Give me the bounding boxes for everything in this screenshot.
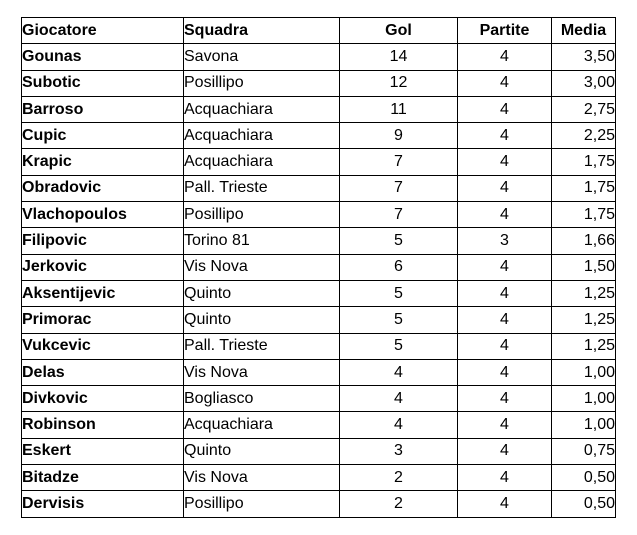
cell-player: Robinson bbox=[22, 412, 184, 438]
table-row bbox=[22, 280, 616, 306]
header-player: Giocatore bbox=[22, 18, 184, 44]
cell-average: 2,75 bbox=[552, 96, 616, 122]
header-team: Squadra bbox=[184, 18, 340, 44]
cell-games: 4 bbox=[458, 386, 552, 412]
cell-goals: 3 bbox=[340, 438, 458, 464]
cell-goals: 11 bbox=[340, 96, 458, 122]
cell-games: 4 bbox=[458, 438, 552, 464]
cell-games: 4 bbox=[458, 333, 552, 359]
table-row bbox=[22, 202, 616, 228]
cell-average: 1,00 bbox=[552, 386, 616, 412]
cell-average: 0,50 bbox=[552, 491, 616, 517]
cell-games: 4 bbox=[458, 70, 552, 96]
cell-team: Vis Nova bbox=[184, 359, 340, 385]
cell-goals: 2 bbox=[340, 465, 458, 491]
cell-player: Krapic bbox=[22, 149, 184, 175]
header-row bbox=[22, 18, 616, 44]
cell-goals: 5 bbox=[340, 280, 458, 306]
table-row bbox=[22, 465, 616, 491]
cell-average: 1,75 bbox=[552, 149, 616, 175]
table-row bbox=[22, 307, 616, 333]
cell-average: 3,50 bbox=[552, 44, 616, 70]
table-row bbox=[22, 228, 616, 254]
header-goals: Gol bbox=[340, 18, 458, 44]
cell-team: Acquachiara bbox=[184, 412, 340, 438]
cell-goals: 5 bbox=[340, 307, 458, 333]
cell-average: 1,25 bbox=[552, 333, 616, 359]
cell-games: 4 bbox=[458, 412, 552, 438]
cell-average: 1,25 bbox=[552, 307, 616, 333]
cell-average: 1,00 bbox=[552, 412, 616, 438]
cell-team: Vis Nova bbox=[184, 465, 340, 491]
cell-games: 4 bbox=[458, 491, 552, 517]
cell-team: Acquachiara bbox=[184, 96, 340, 122]
cell-player: Barroso bbox=[22, 96, 184, 122]
cell-goals: 4 bbox=[340, 412, 458, 438]
cell-player: Eskert bbox=[22, 438, 184, 464]
cell-average: 1,75 bbox=[552, 175, 616, 201]
cell-goals: 7 bbox=[340, 175, 458, 201]
table-row bbox=[22, 333, 616, 359]
cell-average: 1,00 bbox=[552, 359, 616, 385]
table-row bbox=[22, 175, 616, 201]
header-games: Partite bbox=[458, 18, 552, 44]
cell-player: Subotic bbox=[22, 70, 184, 96]
cell-team: Quinto bbox=[184, 307, 340, 333]
cell-games: 4 bbox=[458, 280, 552, 306]
cell-goals: 4 bbox=[340, 386, 458, 412]
cell-goals: 12 bbox=[340, 70, 458, 96]
cell-goals: 7 bbox=[340, 149, 458, 175]
cell-player: Filipovic bbox=[22, 228, 184, 254]
cell-goals: 5 bbox=[340, 333, 458, 359]
cell-player: Divkovic bbox=[22, 386, 184, 412]
cell-average: 3,00 bbox=[552, 70, 616, 96]
cell-team: Acquachiara bbox=[184, 149, 340, 175]
cell-player: Gounas bbox=[22, 44, 184, 70]
header-average: Media bbox=[552, 18, 616, 44]
cell-goals: 9 bbox=[340, 123, 458, 149]
cell-average: 0,50 bbox=[552, 465, 616, 491]
cell-team: Vis Nova bbox=[184, 254, 340, 280]
table-row bbox=[22, 123, 616, 149]
cell-team: Bogliasco bbox=[184, 386, 340, 412]
cell-team: Posillipo bbox=[184, 202, 340, 228]
table-row bbox=[22, 96, 616, 122]
table-row bbox=[22, 438, 616, 464]
cell-average: 1,66 bbox=[552, 228, 616, 254]
cell-goals: 2 bbox=[340, 491, 458, 517]
cell-team: Pall. Trieste bbox=[184, 333, 340, 359]
cell-team: Acquachiara bbox=[184, 123, 340, 149]
cell-player: Vlachopoulos bbox=[22, 202, 184, 228]
cell-goals: 4 bbox=[340, 359, 458, 385]
cell-games: 3 bbox=[458, 228, 552, 254]
cell-team: Quinto bbox=[184, 280, 340, 306]
cell-goals: 7 bbox=[340, 202, 458, 228]
cell-team: Posillipo bbox=[184, 70, 340, 96]
cell-games: 4 bbox=[458, 359, 552, 385]
cell-games: 4 bbox=[458, 202, 552, 228]
cell-average: 1,50 bbox=[552, 254, 616, 280]
cell-games: 4 bbox=[458, 44, 552, 70]
cell-team: Quinto bbox=[184, 438, 340, 464]
cell-average: 0,75 bbox=[552, 438, 616, 464]
cell-player: Bitadze bbox=[22, 465, 184, 491]
scorers-table bbox=[21, 17, 616, 518]
cell-player: Dervisis bbox=[22, 491, 184, 517]
cell-player: Primorac bbox=[22, 307, 184, 333]
cell-games: 4 bbox=[458, 123, 552, 149]
table-row bbox=[22, 149, 616, 175]
cell-goals: 6 bbox=[340, 254, 458, 280]
cell-average: 1,75 bbox=[552, 202, 616, 228]
cell-player: Cupic bbox=[22, 123, 184, 149]
cell-games: 4 bbox=[458, 254, 552, 280]
table-row bbox=[22, 386, 616, 412]
cell-goals: 5 bbox=[340, 228, 458, 254]
cell-team: Pall. Trieste bbox=[184, 175, 340, 201]
cell-games: 4 bbox=[458, 465, 552, 491]
table-row bbox=[22, 44, 616, 70]
cell-team: Torino 81 bbox=[184, 228, 340, 254]
table-row bbox=[22, 491, 616, 517]
cell-player: Delas bbox=[22, 359, 184, 385]
table-row bbox=[22, 254, 616, 280]
cell-player: Jerkovic bbox=[22, 254, 184, 280]
cell-player: Aksentijevic bbox=[22, 280, 184, 306]
cell-games: 4 bbox=[458, 149, 552, 175]
cell-goals: 14 bbox=[340, 44, 458, 70]
table-body bbox=[22, 44, 616, 517]
cell-average: 1,25 bbox=[552, 280, 616, 306]
cell-player: Vukcevic bbox=[22, 333, 184, 359]
cell-team: Posillipo bbox=[184, 491, 340, 517]
cell-player: Obradovic bbox=[22, 175, 184, 201]
cell-team: Savona bbox=[184, 44, 340, 70]
table-row bbox=[22, 412, 616, 438]
cell-average: 2,25 bbox=[552, 123, 616, 149]
cell-games: 4 bbox=[458, 96, 552, 122]
table-row bbox=[22, 70, 616, 96]
cell-games: 4 bbox=[458, 307, 552, 333]
table-row bbox=[22, 359, 616, 385]
cell-games: 4 bbox=[458, 175, 552, 201]
